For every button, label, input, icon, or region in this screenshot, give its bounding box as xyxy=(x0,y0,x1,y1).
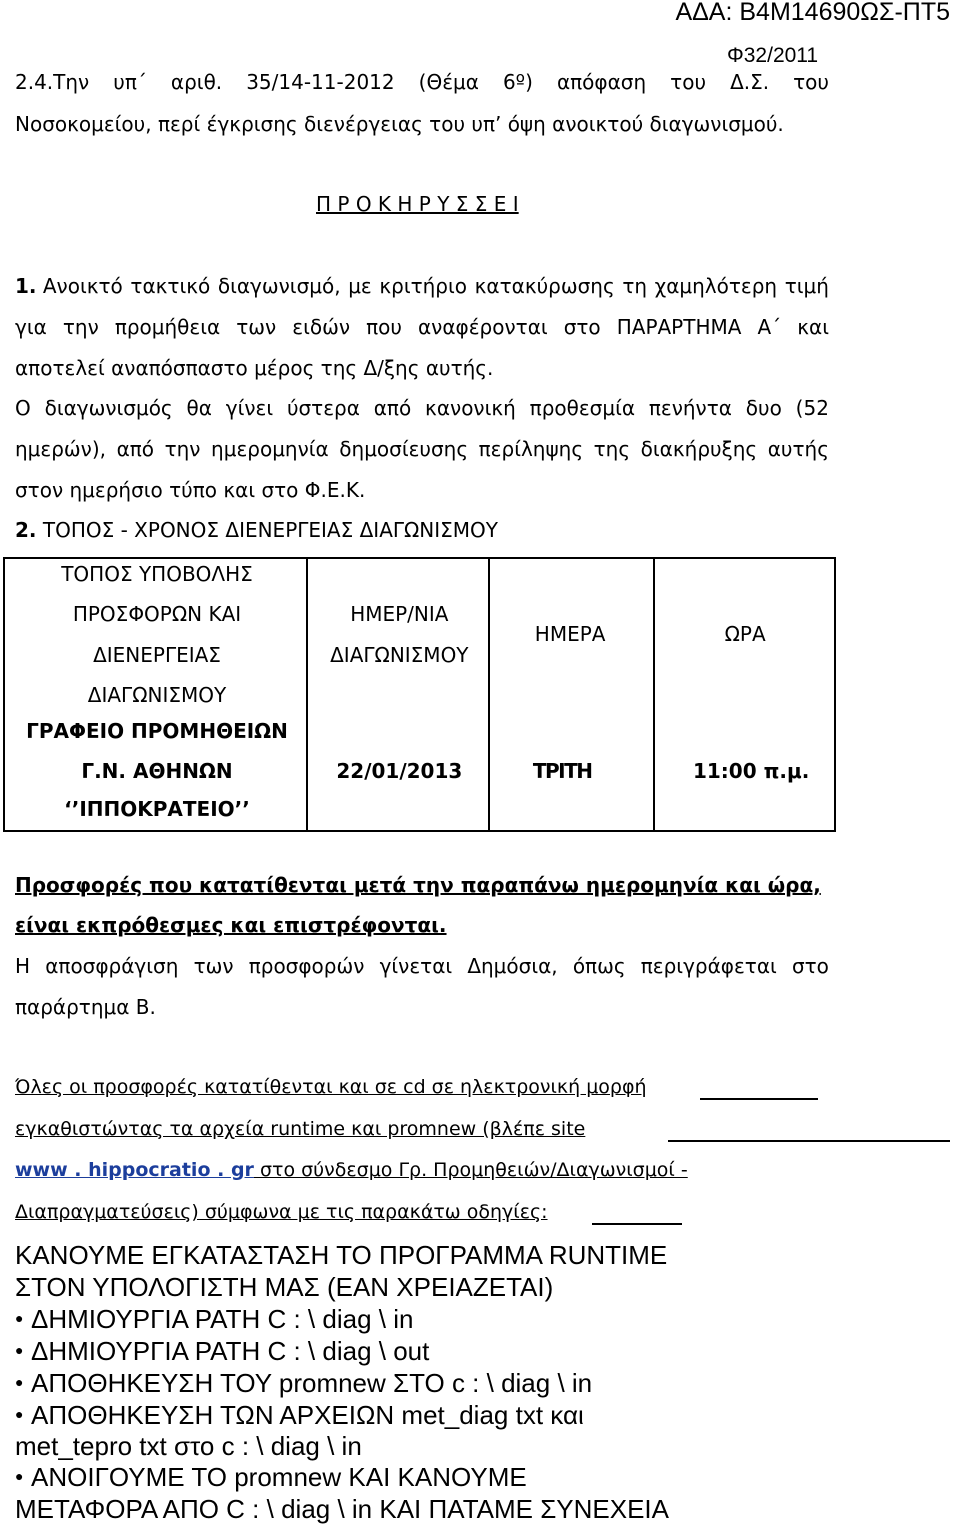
place-value-1: ΓΡΑΦΕΙΟ ΠΡΟΜΗΘΕΙΩΝ xyxy=(26,719,288,743)
cd-line-3-rest: στο σύνδεσμο Γρ. Προμηθειών/Διαγωνισμοί - xyxy=(253,1159,688,1181)
word: προμήθεια xyxy=(114,315,221,339)
word: αναφέρονται xyxy=(418,315,548,339)
word: 6º) xyxy=(502,70,533,94)
word: αυτής xyxy=(767,437,829,461)
word: προσφορών xyxy=(248,954,365,978)
word: τη xyxy=(622,274,648,298)
bullet-icon: ● xyxy=(15,1342,24,1359)
word: γίνει xyxy=(225,396,274,420)
unsealing-line-2: παράρτημα Β. xyxy=(15,995,156,1019)
intro-line-2: Νοσοκομείου, περί έγκρισης διενέργειας του υπ’ όψη ανοικτού διαγωνισμού. xyxy=(15,112,784,136)
word: Ο xyxy=(15,396,31,420)
date-header-2: ΔΙΑΓΩΝΙΣΜΟΥ xyxy=(330,643,469,667)
cd-line-3 xyxy=(15,1159,688,1181)
p1-line-2 xyxy=(15,315,829,339)
bullet-icon: ● xyxy=(15,1374,24,1391)
word: πενήντα xyxy=(648,396,732,420)
word: των xyxy=(193,954,234,978)
word: αριθ. xyxy=(170,70,223,94)
step-4-text: ΑΠΟΘΗΚΕΥΣΗ ΤΩΝ ΑΡΧΕΙΩΝ met_diag txt και xyxy=(31,1400,584,1430)
file-number: Φ32/2011 xyxy=(727,44,819,67)
step-1-text: ΔΗΜΙΟΥΡΓΙΑ PATH C : \ diag \ in xyxy=(31,1304,414,1334)
word: τιμή xyxy=(784,274,829,298)
word: τακτικό xyxy=(130,274,211,298)
bullet-icon: ● xyxy=(15,1310,24,1327)
p1-line-3: αποτελεί αναπόσπαστο μέρος της Δ/ξης αυτής. xyxy=(15,356,494,380)
ada-number: ΑΔΑ: Β4Μ14690ΩΣ-ΠΤ5 xyxy=(675,0,950,26)
word: απόφαση xyxy=(556,70,647,94)
word: στο xyxy=(791,954,829,978)
word: και xyxy=(797,315,829,339)
p1-line-5 xyxy=(15,437,829,461)
word: κανονική xyxy=(425,396,516,420)
time-value: 11:00 π.μ. xyxy=(692,759,810,783)
word: διαγωνισμός xyxy=(44,396,173,420)
word: ΠΑΡΑΡΤΗΜΑ xyxy=(616,315,742,339)
word: Δ.Σ. xyxy=(730,70,770,94)
step-5-text: ΑΝΟΙΓΟΥΜΕ ΤΟ promnew ΚΑΙ ΚΑΝΟΥΜΕ xyxy=(31,1462,527,1492)
time-column xyxy=(654,558,835,831)
word: θα xyxy=(186,396,212,420)
word: διακήρυξης xyxy=(640,437,758,461)
word: στο xyxy=(563,315,601,339)
word: από xyxy=(116,437,155,461)
word: προθεσμία xyxy=(529,396,636,420)
p1-line-6: στον ημερήσιο τύπο και στο Φ.Ε.Κ. xyxy=(15,478,366,502)
word: ειδών xyxy=(292,315,351,339)
schedule-table xyxy=(3,557,836,832)
bullet-icon: ● xyxy=(15,1468,24,1485)
word: την xyxy=(62,315,99,339)
word: περιγράφεται xyxy=(640,954,777,978)
word: για xyxy=(15,315,47,339)
word: κατακύρωσης xyxy=(474,274,615,298)
place-header-1: ΤΟΠΟΣ ΥΠΟΒΟΛΗΣ xyxy=(61,562,253,586)
time-header: ΩΡΑ xyxy=(724,622,766,646)
place-header-3: ΔΙΕΝΕΡΓΕΙΑΣ xyxy=(93,643,221,667)
word: υπ΄ xyxy=(113,70,147,94)
word: του xyxy=(793,70,829,94)
hippocratio-link[interactable]: www . hippocratio . gr xyxy=(15,1159,254,1181)
word: του xyxy=(670,70,707,94)
place-column xyxy=(4,558,307,831)
place-value-3: ‘’ΙΠΠΟΚΡΑΤΕΙΟ’’ xyxy=(64,797,250,821)
word: την xyxy=(164,437,201,461)
word: (Θέμα xyxy=(418,70,479,94)
p1-line-4 xyxy=(15,396,829,420)
step-3 xyxy=(15,1368,592,1399)
transfer-line: ΜΕΤΑΦΟΡΑ ΑΠΟ C : \ diag \ in ΚΑΙ ΠΑΤΑΜΕ ΣΥΝΕΧΕΙΑ xyxy=(15,1494,669,1524)
cd-line-4: Διαπραγματεύσεις) σύμφωνα με τις παρακάτω οδηγίες: xyxy=(15,1201,548,1223)
intro-line-1 xyxy=(15,70,829,94)
word: περίληψης xyxy=(478,437,584,461)
word: 1. Ανοικτό xyxy=(15,274,123,298)
word: αποσφράγιση xyxy=(45,954,179,978)
word: που xyxy=(366,315,402,339)
place-value-2: Γ.Ν. ΑΘΗΝΩΝ xyxy=(81,759,233,783)
word: όπως xyxy=(572,954,626,978)
late-offers-notice-2: είναι εκπρόθεσμες και επιστρέφονται. xyxy=(15,913,447,937)
word: χαμηλότερη xyxy=(654,274,778,298)
word: ύστερα xyxy=(286,396,360,420)
install-line-2: ΣΤΟΝ ΥΠΟΛΟΓΙΣΤΗ ΜΑΣ (ΕΑΝ ΧΡΕΙΑΖΕΤΑΙ) xyxy=(15,1272,554,1302)
step-4 xyxy=(15,1400,584,1431)
step-2-text: ΔΗΜΙΟΥΡΓΙΑ PATH C : \ diag \ out xyxy=(31,1336,430,1366)
word: Δημόσια, xyxy=(467,954,558,978)
place-header-4: ΔΙΑΓΩΝΙΣΜΟΥ xyxy=(87,683,227,707)
word: δυο xyxy=(745,396,782,420)
date-value: 22/01/2013 xyxy=(336,759,463,783)
word: 35/14-11-2012 xyxy=(246,70,395,94)
step-1 xyxy=(15,1304,413,1335)
word: διαγωνισμό, xyxy=(217,274,341,298)
section-2-number: 2. xyxy=(15,518,37,542)
word: Α΄ xyxy=(757,315,782,339)
section-2-text: ΤΟΠΟΣ - ΧΡΟΝΟΣ ΔΙΕΝΕΡΓΕΙΑΣ ΔΙΑΓΩΝΙΣΜΟΥ xyxy=(36,518,499,542)
section-2-heading xyxy=(15,518,498,542)
word: δημοσίευσης xyxy=(339,437,469,461)
place-header-2: ΠΡΟΣΦΟΡΩΝ ΚΑΙ xyxy=(72,602,242,626)
word: (52 xyxy=(795,396,829,420)
document-title: Π Ρ Ο Κ Η Ρ Υ Σ Σ Ε Ι xyxy=(316,192,519,216)
word: κριτήριο xyxy=(379,274,468,298)
bullet-icon: ● xyxy=(15,1406,24,1423)
word: Η xyxy=(15,954,31,978)
word: 2.4.Την xyxy=(15,70,90,94)
word: γίνεται xyxy=(379,954,453,978)
p1-line-1 xyxy=(15,274,829,298)
word: ημερομηνία xyxy=(211,437,329,461)
paragraph-number: 1. xyxy=(15,274,37,298)
word: των xyxy=(236,315,277,339)
word: ημερών), xyxy=(15,437,106,461)
late-offers-notice-1: Προσφορές που κατατίθενται μετά την παραπάνω ημερομηνία και ώρα, xyxy=(15,873,821,897)
word: από xyxy=(373,396,412,420)
day-value: ΤΡΙΤΗ xyxy=(532,759,592,783)
cd-line-2: εγκαθιστώντας τα αρχεία runtime και promnew (βλέπε site xyxy=(15,1118,586,1140)
cd-line-1: Όλες οι προσφορές κατατίθενται και σε cd σε ηλεκτρονική μορφή xyxy=(15,1076,647,1098)
word: της xyxy=(593,437,631,461)
date-header-1: ΗΜΕΡ/ΝΙΑ xyxy=(350,602,449,626)
day-header: ΗΜΕΡΑ xyxy=(534,622,606,646)
step-4-continued: met_tepro txt στο c : \ diag \ in xyxy=(15,1431,362,1461)
word: με xyxy=(348,274,372,298)
day-column xyxy=(489,558,654,831)
step-3-text: ΑΠΟΘΗΚΕΥΣΗ ΤΟΥ promnew ΣΤΟ c : \ diag \ in xyxy=(31,1368,593,1398)
install-line-1: ΚΑΝΟΥΜΕ ΕΓΚΑΤΑΣΤΑΣΗ ΤΟ ΠΡΟΓΡΑΜΜΑ RUNTIME xyxy=(15,1240,668,1270)
step-2 xyxy=(15,1336,429,1367)
date-column xyxy=(307,558,489,831)
step-5 xyxy=(15,1462,527,1493)
unsealing-line-1 xyxy=(15,954,829,978)
